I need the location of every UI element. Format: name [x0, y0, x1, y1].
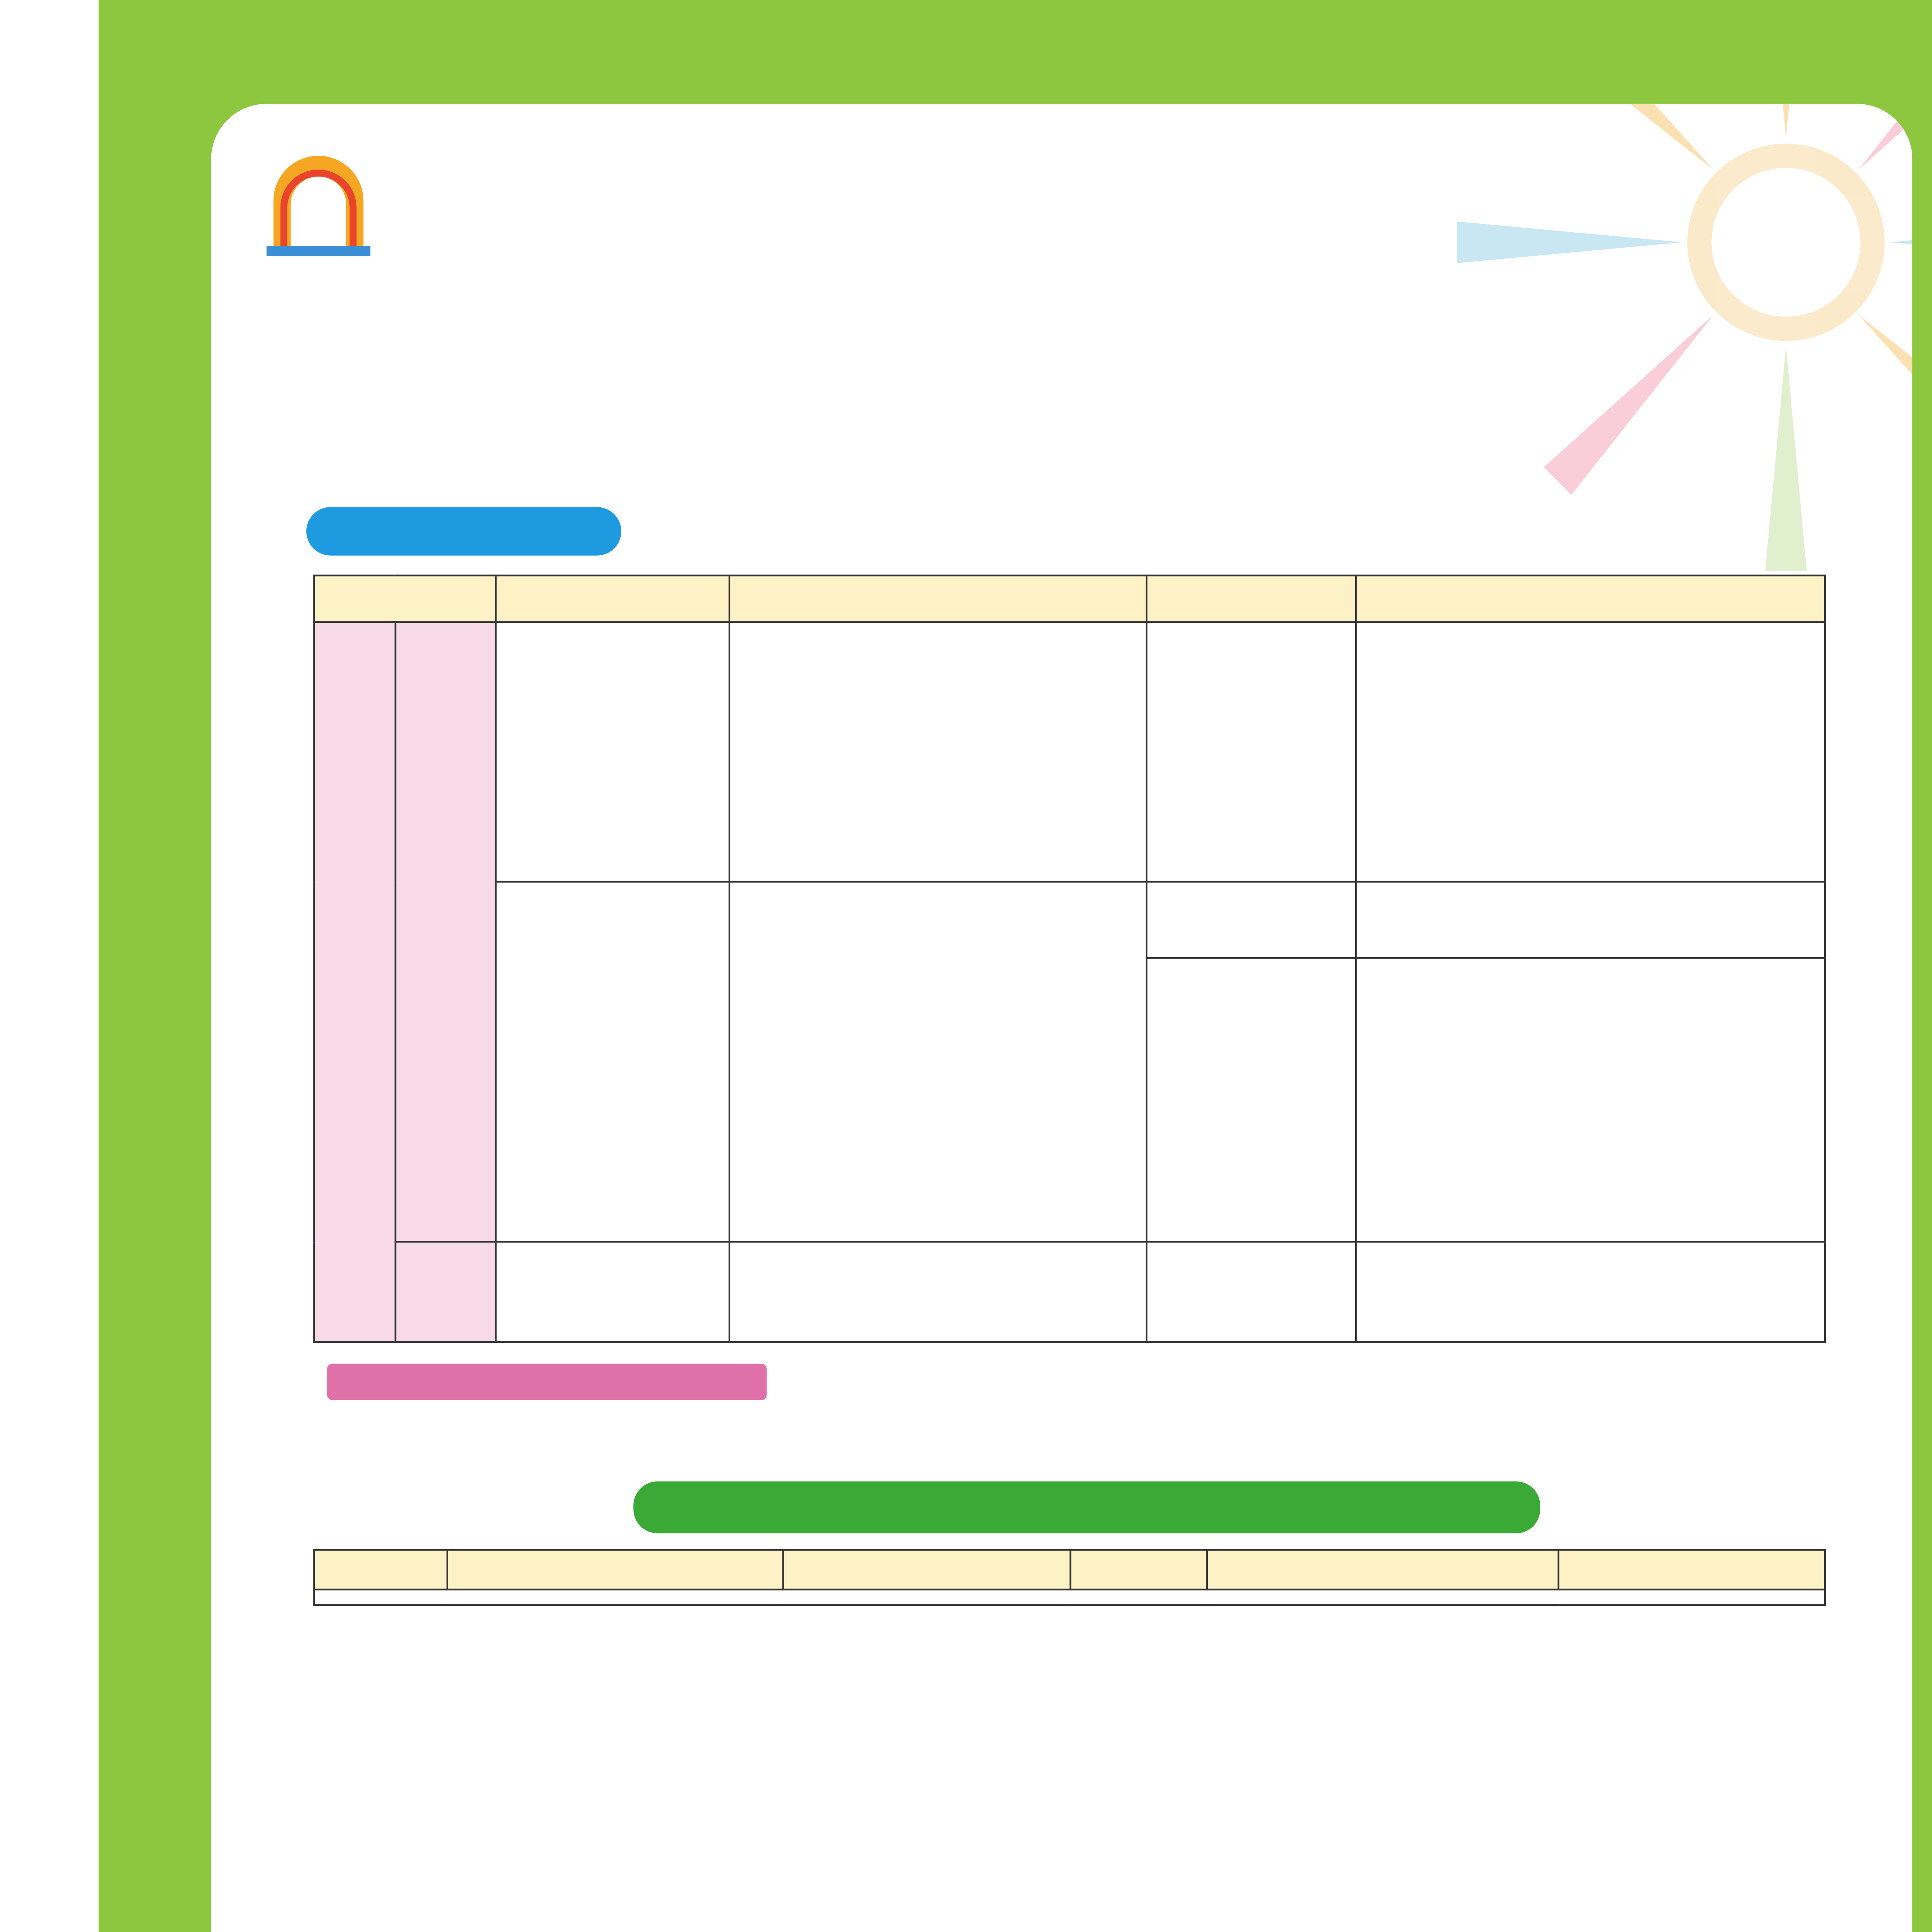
row2-place	[496, 882, 729, 1242]
row2-target-b	[1356, 958, 1825, 1242]
header-category	[314, 575, 496, 622]
paid-label-cell	[395, 1242, 496, 1342]
row1-target	[1356, 622, 1825, 882]
clinic-header-phone	[782, 1550, 1071, 1590]
category-influenza	[314, 622, 395, 1342]
free-label-cell	[395, 622, 496, 1242]
row2-target-a	[1356, 882, 1825, 958]
schedule-table	[313, 575, 1826, 1343]
clinic-header-name2	[1208, 1550, 1559, 1590]
header-target	[1356, 575, 1825, 622]
row3-target	[1356, 1242, 1825, 1342]
section-clinics-label	[633, 1481, 1540, 1533]
clinic-header-name	[447, 1550, 782, 1590]
clinic-header-row	[314, 1550, 1825, 1590]
clinic-header-phone2	[1559, 1550, 1825, 1590]
header-schedule	[729, 575, 1147, 622]
row1-schedule	[729, 622, 1147, 882]
section-schedule-label	[306, 507, 621, 555]
clinic-header-dong	[314, 1550, 447, 1590]
row3-address	[1147, 1242, 1356, 1342]
header-place	[496, 575, 729, 622]
row2-address-a	[1147, 882, 1356, 958]
clinic-table	[313, 1549, 1826, 1606]
row2-address-b	[1147, 958, 1356, 1242]
row3-place	[496, 1242, 729, 1342]
header-address	[1147, 575, 1356, 622]
clinic-header-dong2	[1071, 1550, 1208, 1590]
gongju-logo-icon	[260, 131, 378, 291]
row1-place	[496, 622, 729, 882]
nursing-hospitals	[314, 1590, 1825, 1605]
row2-schedule	[729, 882, 1147, 1242]
row1-address	[1147, 622, 1356, 882]
row3-schedule	[729, 1242, 1147, 1342]
child-clinic-label	[327, 1364, 767, 1400]
